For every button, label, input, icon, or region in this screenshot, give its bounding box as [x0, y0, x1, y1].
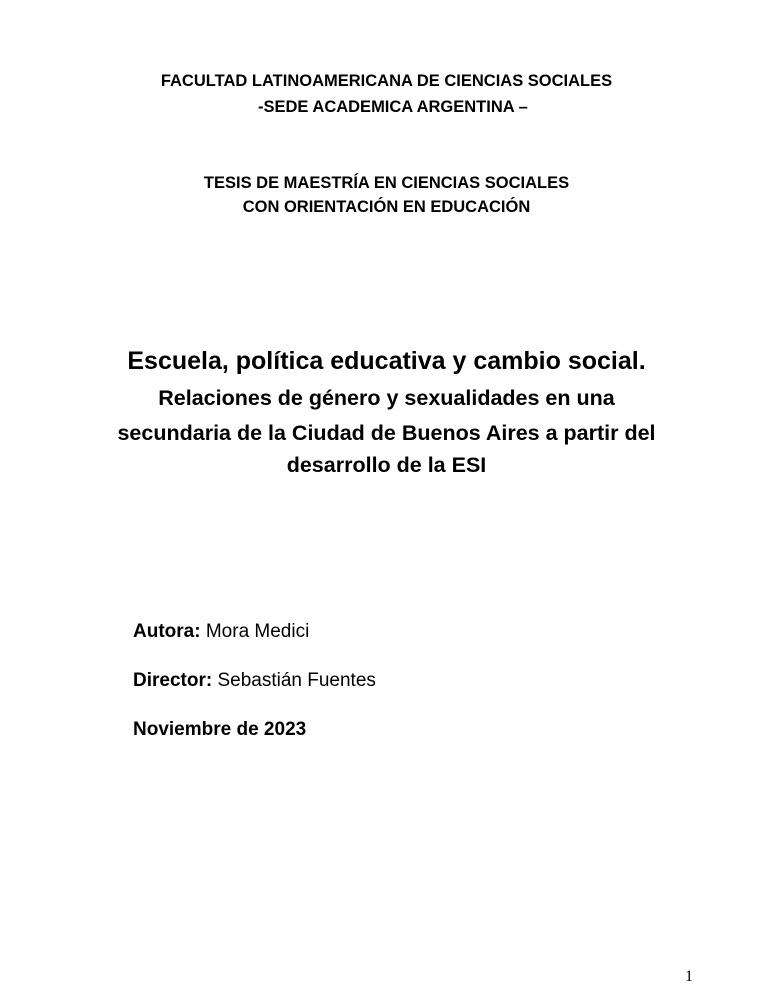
thesis-subtitle-line-2: secundaria de la Ciudad de Buenos Aires a partir del: [117, 421, 656, 445]
director-label: Director:: [133, 670, 213, 691]
author-line: [133, 621, 309, 643]
director-name: Sebastián Fuentes: [212, 670, 376, 691]
institution-name: FACULTAD LATINOAMERICANA DE CIENCIAS SOCIALES: [160, 72, 613, 90]
program-line-1: TESIS DE MAESTRÍA EN CIENCIAS SOCIALES: [203, 174, 570, 192]
program-line-2: CON ORIENTACIÓN EN EDUCACIÓN: [242, 198, 531, 216]
thesis-date: Noviembre de 2023: [133, 719, 307, 740]
thesis-title: Escuela, política educativa y cambio social.: [127, 347, 646, 375]
author-name: Mora Medici: [200, 621, 310, 642]
director-line: [133, 670, 376, 692]
author-label: Autora:: [133, 621, 201, 642]
page-number: 1: [685, 968, 693, 985]
thesis-subtitle-line-1: Relaciones de género y sexualidades en una: [158, 386, 615, 410]
thesis-subtitle-line-3: desarrollo de la ESI: [286, 453, 487, 477]
institution-seat: -SEDE ACADEMICA ARGENTINA –: [258, 98, 528, 116]
